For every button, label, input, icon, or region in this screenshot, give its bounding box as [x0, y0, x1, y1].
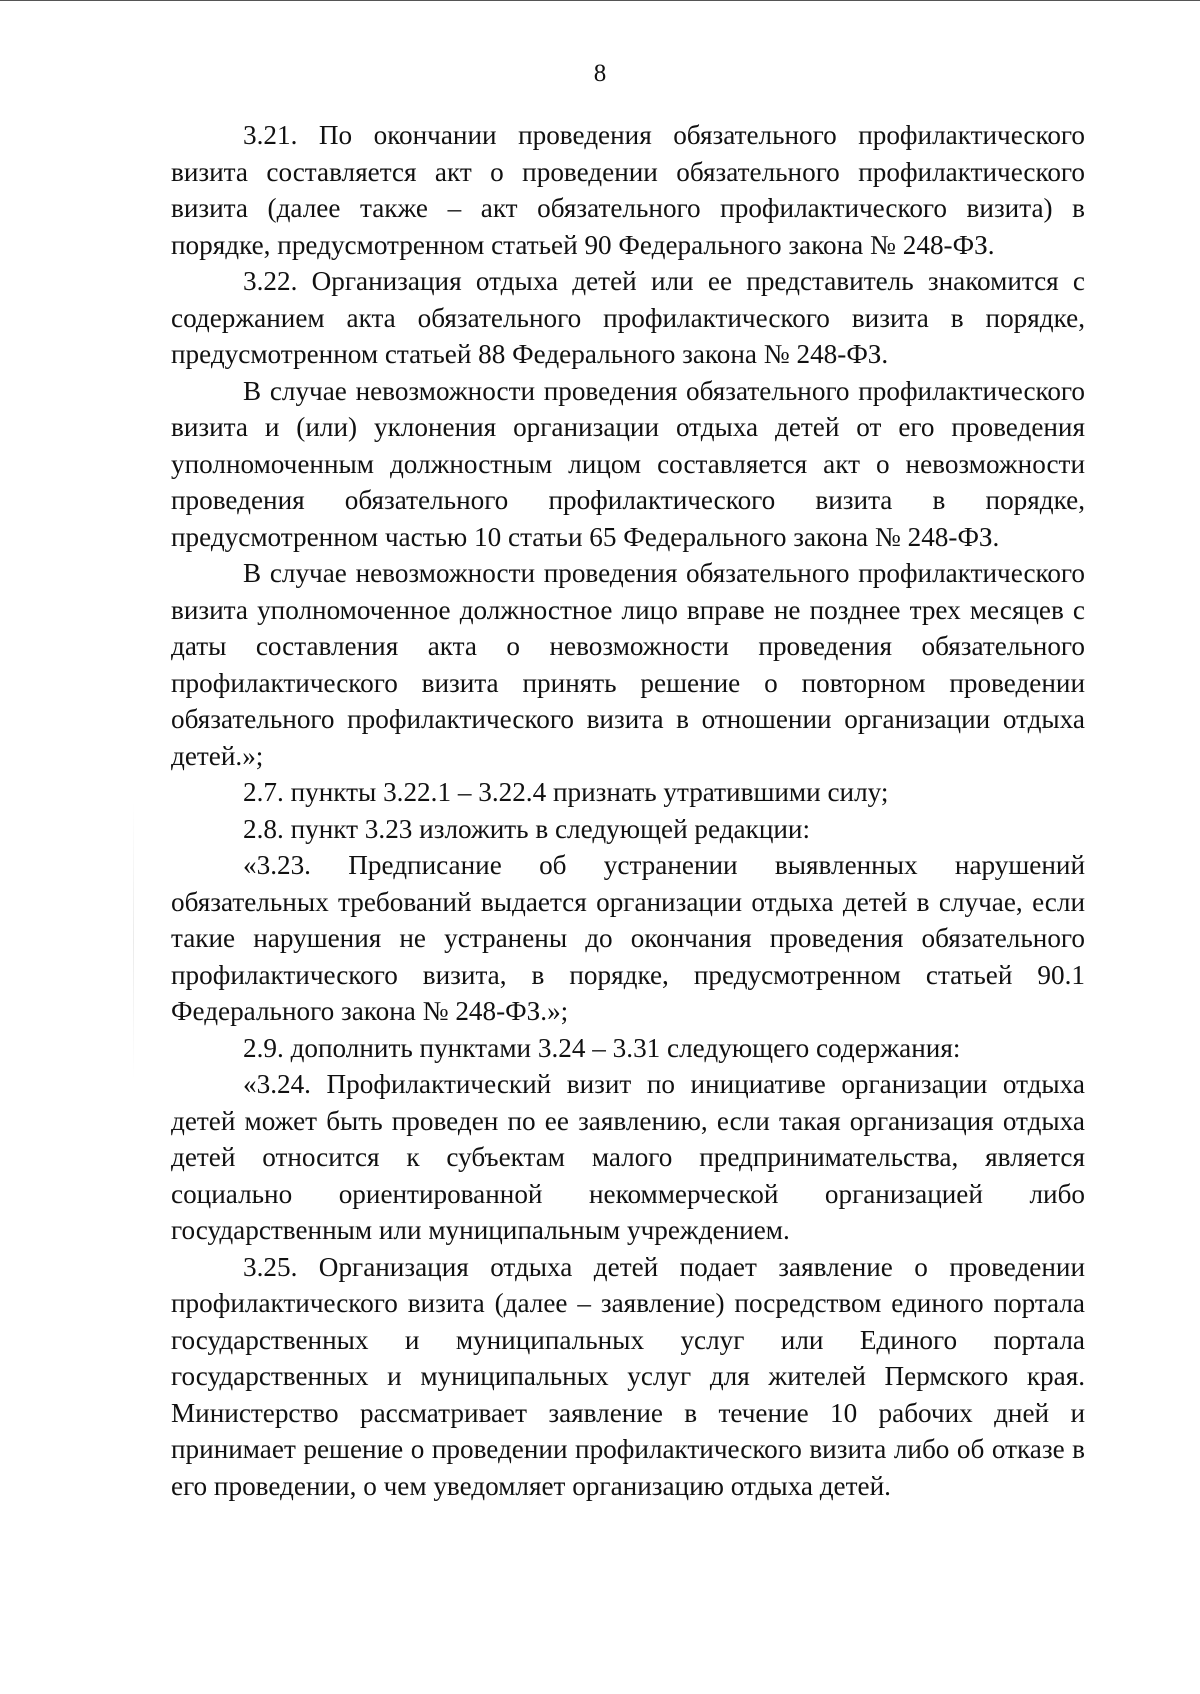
paragraph-3-21: 3.21. По окончании проведения обязательного профилактического визита составляется акт о проведении обязательного профилактического визита (далее также – акт обязательного профилактического визита) в порядке, предусмотренном статьей 90 Федерального закона № 248-ФЗ. [171, 120, 1085, 260]
paragraph-3-25: 3.25. Организация отдыха детей подает заявление о проведении профилактического визита (далее – заявление) посредством единого портала государственных и муниципальных услуг или Единого портала государственных и муниципальных услуг для жителей Пермского края. Министерство рассматривает заявление в течение 10 рабочих дней и принимает решение о проведении профилактического визита либо об отказе в его проведении, о чем уведомляет организацию отдыха детей. [171, 1251, 1085, 1501]
paragraph-3-24: «3.24. Профилактический визит по инициативе организации отдыха детей может быть проведен по ее заявлению, если такая организация отдыха детей относится к субъектам малого предпринимательства, является социально ориентированной некоммерческой организацией либо государственным или муниципальным учреждением. [171, 1069, 1085, 1245]
page-number: 8 [593, 60, 607, 87]
paragraph-2-8: 2.8. пункт 3.23 изложить в следующей редакции: [243, 813, 811, 844]
paragraph-3-22: 3.22. Организация отдыха детей или ее представитель знакомится с содержанием акта обязательного профилактического визита в порядке, предусмотренном статьей 88 Федерального закона № 248-ФЗ. [171, 266, 1085, 369]
paragraph-3-23: «3.23. Предписание об устранении выявленных нарушений обязательных требований выдается организации отдыха детей в случае, если такие нарушения не устранены до окончания проведения обязательного профилактического визита, в порядке, предусмотренном статьей 90.1 Федерального закона № 248-ФЗ.»; [171, 850, 1085, 1026]
paragraph-impossibility-act: В случае невозможности проведения обязательного профилактического визита и (или) уклонения организации отдыха детей от его проведения уполномоченным должностным лицом составляется акт о невозможности проведения обязательного профилактического визита в порядке, предусмотренном частью 10 статьи 65 Федерального закона № 248-ФЗ. [171, 375, 1085, 552]
paragraph-repeat-visit: В случае невозможности проведения обязательного профилактического визита уполномоченное должностное лицо вправе не позднее трех месяцев с даты составления акта о невозможности проведения обязательного профилактического визита принять решение о повторном проведении обязательного профилактического визита в отношении организации отдыха детей.»; [171, 558, 1085, 771]
paragraph-2-7: 2.7. пункты 3.22.1 – 3.22.4 признать утратившими силу; [243, 777, 889, 807]
document-body [171, 117, 1085, 1504]
scan-edge-mark [133, 801, 134, 1081]
paragraph-2-9: 2.9. дополнить пунктами 3.24 – 3.31 следующего содержания: [243, 1032, 961, 1063]
